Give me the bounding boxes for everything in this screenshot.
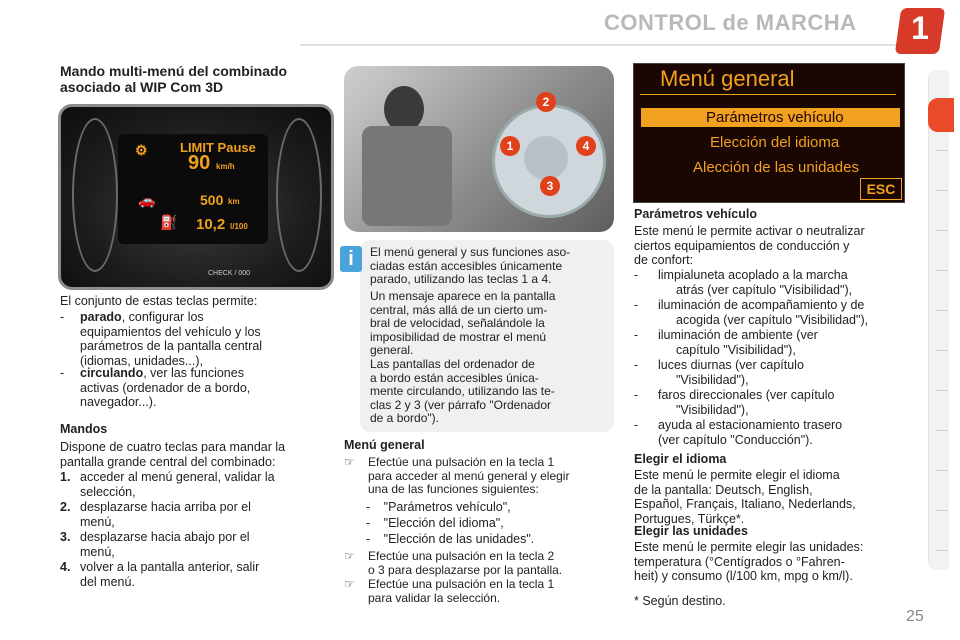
section-title-line: asociado al WIP Com 3D bbox=[60, 79, 224, 95]
steering-controls-image bbox=[344, 66, 614, 232]
button-2-label: 2 bbox=[536, 92, 556, 112]
param-line: faros direccionales (ver capítulo bbox=[658, 388, 835, 402]
mando-line: acceder al menú general, validar la bbox=[80, 470, 275, 484]
bullet-line: navegador...). bbox=[80, 395, 157, 409]
step-item bbox=[344, 455, 614, 496]
info-line: clas 2 y 3 (ver párrafo "Ordenador bbox=[370, 397, 552, 412]
sub-item-label: "Elección del idioma", bbox=[383, 516, 504, 530]
fuel-gauge bbox=[276, 118, 322, 272]
section-title bbox=[60, 63, 340, 95]
param-item: - ayuda al estacionamiento trasero (ver capítulo "Conducción"). bbox=[634, 418, 843, 447]
page-title: CONTROL de MARCHA bbox=[604, 10, 857, 35]
sidebar-tick bbox=[936, 350, 948, 351]
unidades-title: Elegir las unidades bbox=[634, 524, 748, 538]
bullet-line: (idiomas, unidades...), bbox=[80, 353, 203, 368]
mandos-intro-line: pantalla grande central del combinado: bbox=[60, 454, 276, 469]
control-pad-center bbox=[524, 136, 568, 180]
sidebar-tick bbox=[936, 270, 948, 271]
param-intro-line: de confort: bbox=[634, 253, 694, 267]
list-item bbox=[60, 310, 330, 368]
mando-item bbox=[60, 530, 330, 559]
menu-item: Elección del idioma bbox=[710, 134, 840, 151]
sidebar-tick bbox=[936, 430, 948, 431]
step-line: Efectúe una pulsación en la tecla 1 bbox=[368, 455, 555, 469]
info-line: mente circulando, utilizando las te- bbox=[370, 384, 555, 398]
param-intro-line: ciertos equipamientos de conducción y bbox=[634, 238, 850, 253]
limit-pause-text: LIMIT Pause bbox=[180, 140, 256, 155]
bullet-bold: parado bbox=[80, 310, 122, 324]
mando-item bbox=[60, 470, 330, 499]
info-line: parado, utilizando las teclas 1 a 4. bbox=[370, 272, 552, 286]
mando-number: 4. bbox=[60, 560, 71, 574]
info-icon: i bbox=[340, 246, 362, 272]
tachometer-gauge bbox=[72, 118, 118, 272]
bullet-bold: circulando bbox=[80, 366, 144, 380]
param-line: (ver capítulo "Conducción"). bbox=[658, 432, 813, 447]
sidebar-tick bbox=[936, 310, 948, 311]
sidebar-tick bbox=[936, 230, 948, 231]
mando-number: 3. bbox=[60, 530, 71, 544]
info-line: ciadas están accesibles únicamente bbox=[370, 258, 563, 273]
idioma-line: Español, Français, Italiano, Nederlands, bbox=[634, 497, 856, 511]
sub-item-label: "Parámetros vehículo", bbox=[383, 500, 511, 514]
info-line: Un mensaje aparece en la pantalla bbox=[370, 289, 556, 303]
speed-unit: km/h bbox=[216, 162, 235, 171]
param-line: atrás (ver capítulo "Visibilidad"), bbox=[676, 282, 853, 297]
fuel-pump-icon: ⛽ bbox=[160, 214, 178, 230]
param-line: iluminación de acompañamiento y de bbox=[658, 298, 865, 312]
idioma-line: Este menú le permite elegir el idioma bbox=[634, 468, 840, 482]
param-intro bbox=[634, 224, 906, 268]
param-line: "Visibilidad"), bbox=[676, 372, 749, 387]
consumption-unit: l/100 bbox=[230, 222, 248, 231]
param-line: capítulo "Visibilidad"), bbox=[676, 342, 796, 357]
mando-number: 1. bbox=[60, 470, 71, 484]
sidebar-tick bbox=[936, 150, 948, 151]
sidebar-tick bbox=[936, 550, 948, 551]
intro-text: El conjunto de estas teclas permite: bbox=[60, 294, 258, 308]
step-item bbox=[344, 549, 614, 577]
speed-value: 90 bbox=[188, 152, 211, 174]
param-intro-line: Este menú le permite activar o neutralizar bbox=[634, 224, 865, 238]
param-item: - luces diurnas (ver capítulo "Visibilidad"), bbox=[634, 358, 804, 387]
bullet-rest: , configurar los bbox=[121, 310, 204, 324]
sub-item: - "Elección del idioma", bbox=[366, 516, 504, 530]
param-line: luces diurnas (ver capítulo bbox=[658, 358, 804, 372]
param-item: - limpialuneta acoplado a la marcha atrás (ver capítulo "Visibilidad"), bbox=[634, 268, 853, 297]
mando-item bbox=[60, 560, 330, 589]
mando-line: volver a la pantalla anterior, salir bbox=[80, 560, 260, 574]
menu-item: Alección de las unidades bbox=[693, 159, 859, 176]
param-title: Parámetros vehículo bbox=[634, 207, 757, 221]
sidebar-tick bbox=[936, 510, 948, 511]
range-value: 500 bbox=[200, 192, 224, 208]
unidades-line: temperatura (°Centígrados o °Fahren- bbox=[634, 554, 845, 569]
info-paragraph bbox=[370, 246, 610, 287]
bullet-dash: - bbox=[60, 366, 65, 380]
step-item bbox=[344, 577, 614, 605]
wrench-icon: ⚙ bbox=[135, 142, 148, 158]
menu-general-title: Menú general bbox=[344, 438, 425, 452]
mando-line: selección, bbox=[80, 484, 136, 499]
gear-boot bbox=[362, 126, 452, 226]
info-line: El menú general y sus funciones aso- bbox=[370, 245, 571, 259]
mandos-title: Mandos bbox=[60, 422, 108, 436]
sub-item-label: "Elección de las unidades". bbox=[383, 532, 535, 546]
step-line: para validar la selección. bbox=[368, 590, 501, 605]
footnote: * Según destino. bbox=[634, 594, 726, 608]
mando-line: menú, bbox=[80, 514, 115, 529]
mando-number: 2. bbox=[60, 500, 71, 514]
menu-screen-rule bbox=[640, 94, 896, 95]
button-3-label: 3 bbox=[540, 176, 560, 196]
param-item: - iluminación de acompañamiento y de acogida (ver capítulo "Visibilidad"), bbox=[634, 298, 869, 327]
sub-item: - "Parámetros vehículo", bbox=[366, 500, 511, 514]
info-line: a bordo están accesibles única- bbox=[370, 370, 539, 385]
info-line: general. bbox=[370, 343, 414, 357]
range-unit: km bbox=[228, 197, 240, 206]
bullet-dash: - bbox=[60, 310, 65, 324]
chapter-number: 1 bbox=[911, 10, 929, 46]
param-line: acogida (ver capítulo "Visibilidad"), bbox=[676, 312, 869, 327]
step-line: Efectúe una pulsación en la tecla 2 bbox=[368, 549, 555, 563]
bullet-rest: , ver las funciones bbox=[143, 366, 244, 380]
info-line: bral de velocidad, señalándole la bbox=[370, 316, 545, 330]
bullet-line: activas (ordenador de a bordo, bbox=[80, 380, 251, 395]
consumption-value: 10,2 bbox=[196, 216, 226, 233]
check-label: CHECK / 000 bbox=[208, 270, 251, 277]
info-paragraph bbox=[370, 290, 610, 358]
mando-line: desplazarse hacia arriba por el bbox=[80, 500, 251, 514]
mando-item bbox=[60, 500, 330, 529]
info-line: central, más allá de un cierto um- bbox=[370, 302, 548, 317]
sidebar-tick bbox=[936, 390, 948, 391]
idioma-title: Elegir el idioma bbox=[634, 452, 727, 466]
pointer-icon: ☞ bbox=[344, 549, 355, 563]
sidebar-tick bbox=[936, 470, 948, 471]
unidades-text bbox=[634, 540, 906, 584]
param-line: "Visibilidad"), bbox=[676, 402, 749, 417]
info-paragraph bbox=[370, 358, 610, 426]
mando-line: desplazarse hacia abajo por el bbox=[80, 530, 250, 544]
esc-label: ESC bbox=[860, 178, 902, 200]
button-1-label: 1 bbox=[500, 136, 520, 156]
param-line: ayuda al estacionamiento trasero bbox=[658, 418, 843, 432]
menu-screen-title: Menú general bbox=[660, 66, 795, 91]
param-item: - faros direccionales (ver capítulo "Visibilidad"), bbox=[634, 388, 835, 417]
step-line: una de las funciones siguientes: bbox=[368, 482, 539, 496]
page-header bbox=[0, 0, 960, 48]
menu-item-selected: Parámetros vehículo bbox=[706, 109, 844, 126]
param-line: limpialuneta acoplado a la marcha bbox=[658, 268, 848, 282]
mandos-intro-line: Dispone de cuatro teclas para mandar la bbox=[60, 440, 286, 454]
car-icon: 🚗 bbox=[138, 192, 156, 208]
unidades-line: Este menú le permite elegir las unidades: bbox=[634, 540, 864, 554]
idioma-line: Portugues, Türkçe*. bbox=[634, 511, 745, 526]
mando-line: del menú. bbox=[80, 574, 135, 589]
bullet-line: parámetros de la pantalla central bbox=[80, 339, 263, 353]
info-line: Las pantallas del ordenador de bbox=[370, 357, 535, 371]
button-4-label: 4 bbox=[576, 136, 596, 156]
pointer-icon: ☞ bbox=[344, 577, 355, 591]
info-line: de a bordo"). bbox=[370, 411, 439, 425]
chapter-sidebar bbox=[928, 70, 949, 570]
pointer-icon: ☞ bbox=[344, 455, 355, 469]
bullet-line: equipamientos del vehículo y los bbox=[80, 324, 261, 339]
mando-line: menú, bbox=[80, 544, 115, 559]
idioma-text bbox=[634, 468, 906, 526]
active-chapter-tab[interactable] bbox=[928, 98, 954, 132]
list-item bbox=[60, 366, 330, 409]
step-line: para acceder al menú general y elegir bbox=[368, 468, 570, 483]
info-line: imposibilidad de mostrar el menú bbox=[370, 329, 547, 344]
sub-item: - "Elección de las unidades". bbox=[366, 532, 535, 546]
sidebar-tick bbox=[936, 190, 948, 191]
mandos-intro bbox=[60, 440, 285, 469]
param-item: - iluminación de ambiente (ver capítulo "Visibilidad"), bbox=[634, 328, 818, 357]
unidades-line: heit) y consumo (l/100 km, mpg o km/l). bbox=[634, 569, 853, 583]
param-line: iluminación de ambiente (ver bbox=[658, 328, 818, 342]
page-number: 25 bbox=[906, 608, 924, 625]
section-title-line: Mando multi-menú del combinado bbox=[60, 63, 288, 79]
step-line: o 3 para desplazarse por la pantalla. bbox=[368, 562, 563, 577]
step-line: Efectúe una pulsación en la tecla 1 bbox=[368, 577, 555, 591]
idioma-line: de la pantalla: Deutsch, English, bbox=[634, 482, 813, 497]
header-rule bbox=[300, 44, 900, 46]
